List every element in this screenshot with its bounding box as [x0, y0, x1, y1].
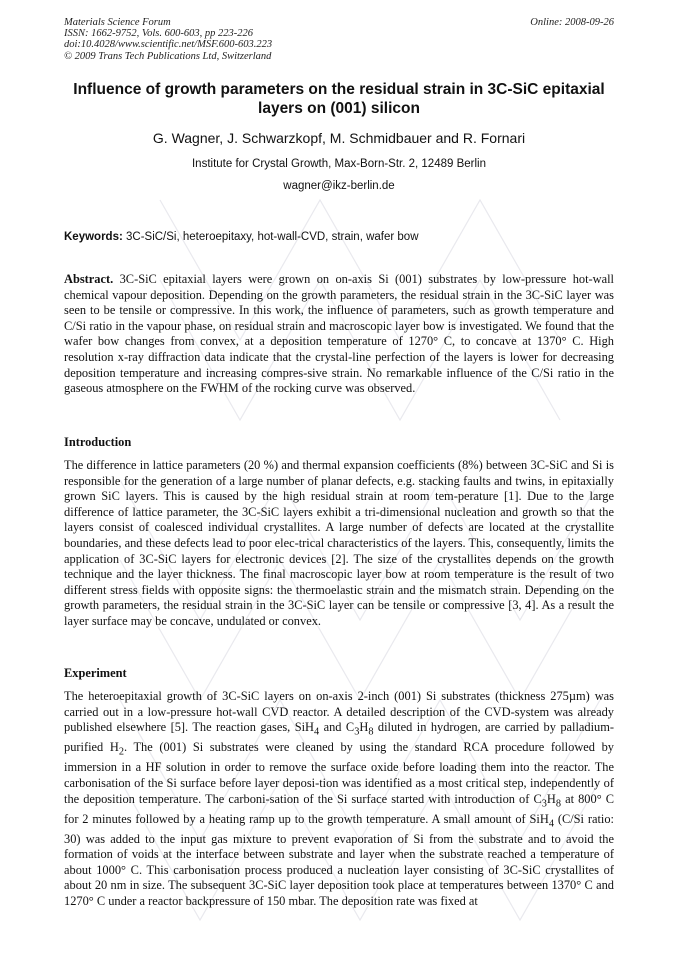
author-list: G. Wagner, J. Schwarzkopf, M. Schmidbauer and R. Fornari	[152, 130, 526, 146]
experiment-text-2: diluted in hydrogen, are carried by palladium-purified	[64, 720, 614, 755]
journal-header	[64, 17, 614, 62]
author-email: wagner@ikz-berlin.de	[283, 180, 395, 192]
keywords-text: 3C-SiC/Si, heteroepitaxy, hot-wall-CVD, strain, wafer bow	[122, 231, 419, 243]
abstract-paragraph	[64, 272, 614, 397]
experiment-text-1: The heteroepitaxial growth of 3C-SiC layers on on-axis 2-inch (001) Si substrates (thickness 275µm) was carried out in a low-pressure hot-wall CVD reactor. A detailed description of the CVD-system was already published elsewhere [5]. The reaction gases,	[64, 689, 614, 735]
affiliation: Institute for Crystal Growth, Max-Born-Str. 2, 12489 Berlin	[191, 158, 486, 170]
journal-name: Materials Science Forum	[64, 17, 171, 28]
doi-line: doi:10.4028/www.scientific.net/MSF.600-603.223	[64, 39, 273, 51]
formula-sub: 3	[354, 726, 360, 738]
formula-sub: 3	[541, 797, 547, 809]
experiment-text-3: . The (001) Si substrates were cleaned by using the standard RCA procedure followed by immersion in a HF solution in order to remove the surface oxide before loading them into the reactor. The carbonisation of the Si surface before layer deposi-tion was identified as a most critical step, independently of the deposition temperature. The carboni-sation of the Si surface started with introduction of	[64, 740, 614, 806]
formula-sub: 2	[118, 746, 124, 758]
experiment-text-4: at 800° C for 2 minutes followed by a heating ramp up to the growth temperature. A small amount of	[64, 791, 614, 826]
experiment-heading: Experiment	[64, 666, 127, 680]
formula-sih4: SiH	[529, 811, 549, 826]
online-date: Online: 2008-09-26	[530, 17, 614, 28]
issn-line: ISSN: 1662-9752, Vols. 600-603, pp 223-226	[64, 28, 253, 40]
abstract-label: Abstract.	[64, 272, 114, 286]
formula-c3h8-h: H	[359, 720, 369, 735]
keywords-label: Keywords:	[64, 231, 123, 243]
experiment-text-5: (C/Si ratio: 30) was added to the input gas mixture to prevent evaporation of Si from the substrate and to avoid the formation of voids at the interface between substrate and layer when the substrate reached a temperature of about 1000° C. This carbonisation process produced a nucleation layer consisting of 3C-SiC crystallites of about 20 nm in size. The subsequent 3C-SiC layer deposition took place at temperatures between 1370° C and 1270° C under a reactor backpressure of 150 mbar. The deposition rate was fixed at	[64, 811, 614, 908]
abstract-text: 3C-SiC epitaxial layers were grown on on-axis Si (001) substrates by low-pressure hot-wall chemical vapour deposition. Depending on the growth parameters, the residual strain in the 3C-SiC layer was seen to be tensile or compressive. In this work, the influence of parameters, such as growth temperature and C/Si ratio in the vapour phase, on residual strain and macroscopic layer bow is investigated. We found that the wafer bow changes from convex, at a deposition temperature of 1270° C, to concave at 1370° C. High resolution x-ray diffraction data indicate that the crystal-line perfection of the layers is lower for decreasing deposition temperature and increasing compres-sive strain. No remarkable influence of the C/Si ratio in the gaseous atmosphere on the FWHM of the rocking curve was observed.	[64, 272, 614, 396]
formula-h2: H	[109, 740, 119, 755]
formula-c3h8: C	[533, 791, 542, 806]
formula-sub: 8	[555, 797, 562, 809]
experiment-and: and	[319, 720, 346, 735]
keywords	[64, 230, 614, 244]
formula-sub: 4	[548, 818, 554, 830]
formula-c3h8-h: H	[546, 791, 556, 806]
paper-title: Influence of growth parameters on the residual strain in 3C-SiC epitaxial layers on (001) silicon	[73, 81, 605, 117]
introduction-paragraph: The difference in lattice parameters (20 %) and thermal expansion coefficients (8%) between 3C-SiC and Si is responsible for the generation of a large number of planar defects, e.g. stacking faults and twins, in epitaxially grown SiC layers. This is caused by the high residual strain at room tem-perature [1]. Due to the large difference of lattice parameter, the 3C-SiC layers exhibit a tri-dimensional nucleation and growth so that the layers consist of coalesced individual crystallites. A large number of defects are located at the crystallite boundaries, and these defects lead to poor elec-trical characteristics of the layers. This, consequently, limits the application of 3C-SiC layers for electronic devices [2]. The size of the crystallites depends on the growth technique and the layer thickness. The final macroscopic layer bow at room temperature is the result of two different stress fields with opposite signs: the thermoelastic strain and the mismatch strain. Depending on the growth parameters, the residual strain in the 3C-SiC layer can be tensile or compressive [3, 4]. As a result the layer surface may be concave, undulated or convex.	[64, 458, 614, 628]
experiment-paragraph	[64, 689, 614, 910]
formula-c3h8: C	[345, 720, 355, 735]
introduction-heading: Introduction	[64, 435, 132, 449]
copyright-line: © 2009 Trans Tech Publications Ltd, Switzerland	[64, 50, 272, 62]
formula-sih4: SiH	[294, 720, 314, 735]
formula-sub: 4	[314, 726, 320, 738]
formula-sub: 8	[368, 726, 374, 738]
